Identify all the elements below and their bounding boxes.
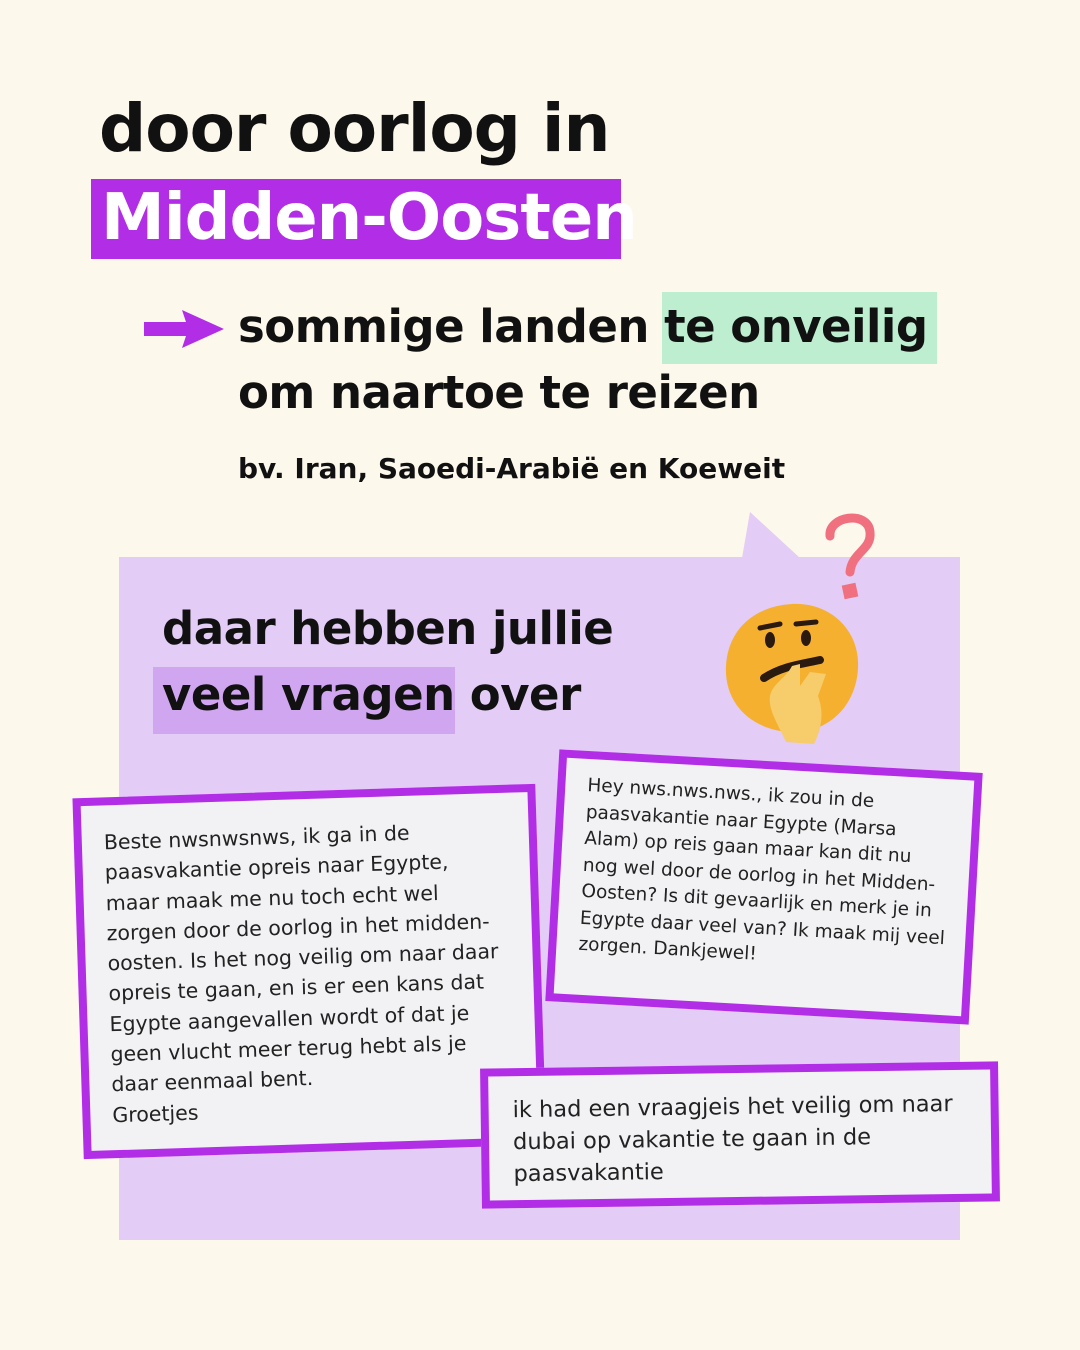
statement-highlight: te onveilig (664, 300, 928, 353)
message-text: Hey nws.nws.nws., ik zou in de paasvakantie naar Egypte (Marsa Alam) op reis gaan maar kan dit nu nog wel door de oorlog in het Midden- Oosten? Is dit gevaarlijk en merk je in Egypte daar veel van? Ik maak mij veel zorgen. Dankjewel! (577, 774, 946, 965)
title-line-1: door oorlog in (99, 90, 610, 167)
panel-heading-line-1: daar hebben jullie (162, 602, 614, 655)
message-card-marsa-alam (545, 749, 982, 1024)
message-card-egypt-trip (72, 784, 546, 1159)
panel-heading-suffix: over (469, 668, 581, 721)
thinking-face-icon (722, 600, 864, 750)
statement-line-2: om naartoe te reizen (238, 366, 760, 419)
panel-heading-line-2 (162, 670, 581, 720)
message-text: ik had een vraagjeis het veilig om naar dubai op vakantie te gaan in de paasvakantie (512, 1091, 953, 1188)
statement-prefix: sommige landen (238, 300, 649, 353)
question-mark-icon (818, 510, 880, 606)
example-countries: bv. Iran, Saoedi-Arabië en Koeweit (238, 452, 786, 485)
statement-line-1 (238, 302, 928, 352)
title-line-2: Midden-Oosten (101, 181, 637, 255)
message-card-dubai (480, 1061, 1000, 1208)
arrow-right-icon (142, 306, 226, 352)
speech-bubble-tail (742, 512, 802, 562)
panel-heading-highlight: veel vragen (162, 668, 455, 721)
message-text: Beste nwsnwsnws, ik ga in de paasvakantie opreis naar Egypte, maar maak me nu toch echt wel zorgen door de oorlog in het midden- oosten. Is het nog veilig om naar daar opreis te gaan, en is er een kans dat Egypte aangevallen wordt of dat je geen vlucht meer terug hebt als je daar eenmaal bent. Groetjes (103, 820, 499, 1127)
